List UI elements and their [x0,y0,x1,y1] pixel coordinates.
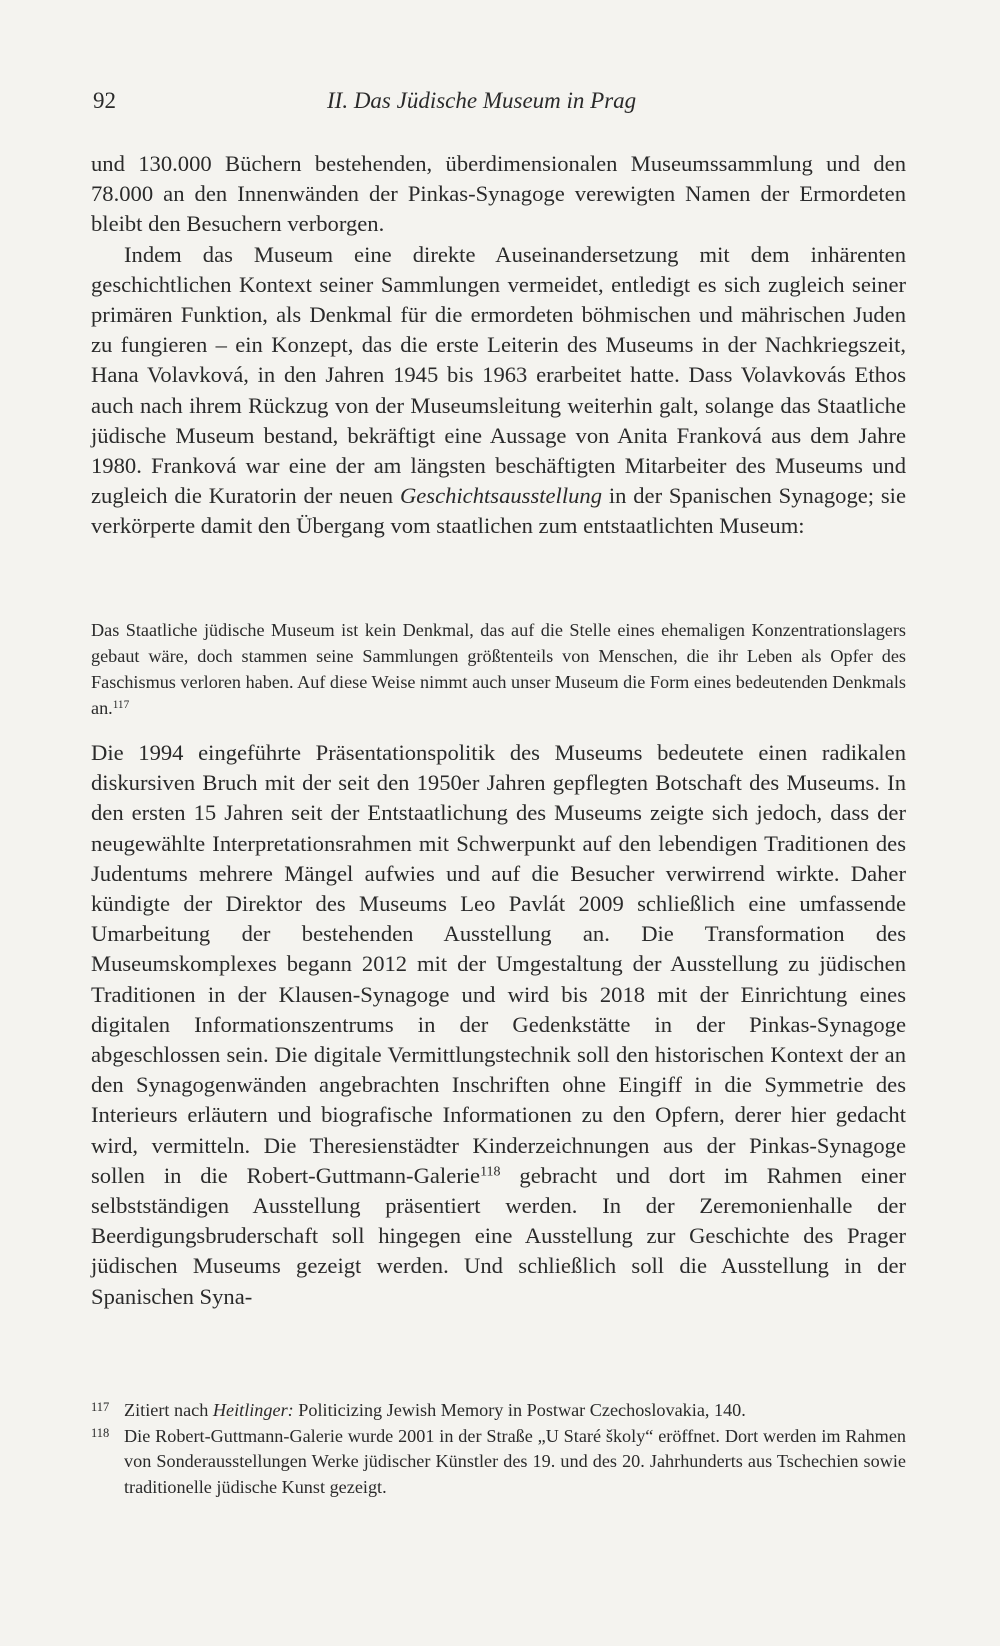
main-text [91,149,906,542]
footnote-number: 117 [91,1400,110,1414]
page-header [93,88,905,122]
paragraph-3-text-b: gebracht und dort im Rahmen einer selbstständigen Ausstellung präsentiert werden. In der Zeremonienhalle der Beerdigungsbruderschaft soll hingegen eine Ausstellung zur Geschichte des Prager jüdischen Museums gezeigt werden. Und schließlich soll die Ausstellung in der Spanischen Syna- [91,1162,906,1309]
paragraph-3 [91,738,906,1312]
paragraph-1-text: und 130.000 Büchern bestehenden, überdimensionalen Museumssammlung und den 78.000 an den Innenwänden der Pinkas-Synagoge verewigten Namen der Ermordeten bleibt den Besuchern verborgen. [91,151,906,237]
page-number: 92 [93,88,116,113]
footnote-ref-117[interactable]: 117 [112,698,130,711]
block-quote-text: Das Staatliche jüdische Museum ist kein Denkmal, das auf die Stelle eines ehemaligen Konzentrationslagers gebaut wäre, doch stammen seine Sammlungen größtenteils von Menschen, die ihr Leben als Opfer des Faschismus verloren haben. Auf diese Weise nimmt auch unser Museum die Form eines bedeutenden Denkmals an. [91,620,906,718]
paragraph-1 [91,149,906,240]
footnote-text-a: Die Robert-Guttmann-Galerie wurde 2001 in der Straße „U Staré školy“ eröffnet. Dort werden im Rahmen von Sonderausstellungen Werke jüdischer Künstler des 19. und des 20. Jahrhunderts aus Tschechien sowie traditionelle jüdische Kunst gezeigt. [124,1425,906,1497]
footnote-118 [91,1424,906,1501]
footnote-117 [91,1398,906,1424]
footnote-text-b: Politicizing Jewish Memory in Postwar Czechoslovakia, 140. [293,1400,746,1420]
paragraph-2-text-b: in der Spanischen Synagoge; sie verkörperte damit den Übergang vom staatlichen zum entstaatlichten Museum: [91,483,906,539]
footnote-text-a: Zitiert nach [124,1400,213,1420]
footnote-italic: Heitlinger: [212,1400,294,1420]
running-title: II. Das Jüdische Museum in Prag [327,88,637,113]
footnote-ref-118[interactable]: 118 [480,1164,501,1180]
paragraph-2-text-a: Indem das Museum eine direkte Auseinandersetzung mit dem inhärenten geschichtlichen Kontext seiner Sammlungen vermeidet, entledigt es sich zugleich seiner primären Funktion, als Denkmal für die ermordeten böhmischen und mährischen Juden zu fungieren – ein Konzept, das die erste Leiterin des Museums in der Nachkriegszeit, Hana Volavková, in den Jahren 1945 bis 1963 erarbeitet hatte. Dass Volavkovás Ethos auch nach ihrem Rückzug von der Museumsleitung weiterhin galt, solange das Staatliche jüdische Museum bestand, bekräftigt eine Aussage von Anita Franková aus dem Jahre 1980. Franková war eine der am längsten beschäftigten Mitarbeiter des Museums und zugleich die Kuratorin der neuen [91,241,906,509]
block-quote [91,617,906,721]
paragraph-2 [91,240,906,542]
paragraph-2-italic: Geschichtsausstellung [399,483,603,509]
paragraph-3-text-a: Die 1994 eingeführte Präsentationspolitik des Museums bedeutete einen radikalen diskursiven Bruch mit der seit den 1950er Jahren gepflegten Botschaft des Museums. In den ersten 15 Jahren seit der Entstaatlichung des Museums zeigte sich jedoch, dass der neugewählte Interpretationsrahmen mit Schwerpunkt auf den lebendigen Traditionen des Judentums mehrere Mängel aufwies und auf die Besucher verwirrend wirkte. Daher kündigte der Direktor des Museums Leo Pavlát 2009 schließlich eine umfassende Umarbeitung der bestehenden Ausstellung an. Die Transformation des Museumskomplexes begann 2012 mit der Umgestaltung der Ausstellung zu jüdischen Traditionen in der Klausen-Synagoge und wird bis 2018 mit der Einrichtung eines digitalen Informationszentrums in der Gedenkstätte in der Pinkas-Synagoge abgeschlossen sein. Die digitale Vermittlungstechnik soll den historischen Kontext der an den Synagogenwänden angebrachten Inschriften ohne Eingiff in die Symmetrie des Interieurs erläutern und biografische Informationen zu den Opfern, derer hier gedacht wird, vermitteln. Die Theresienstädter Kinderzeichnungen aus der Pinkas-Synagoge sollen in die Robert-Guttmann-Galerie [91,740,906,1188]
footnotes [91,1398,906,1500]
footnote-number: 118 [91,1425,110,1440]
